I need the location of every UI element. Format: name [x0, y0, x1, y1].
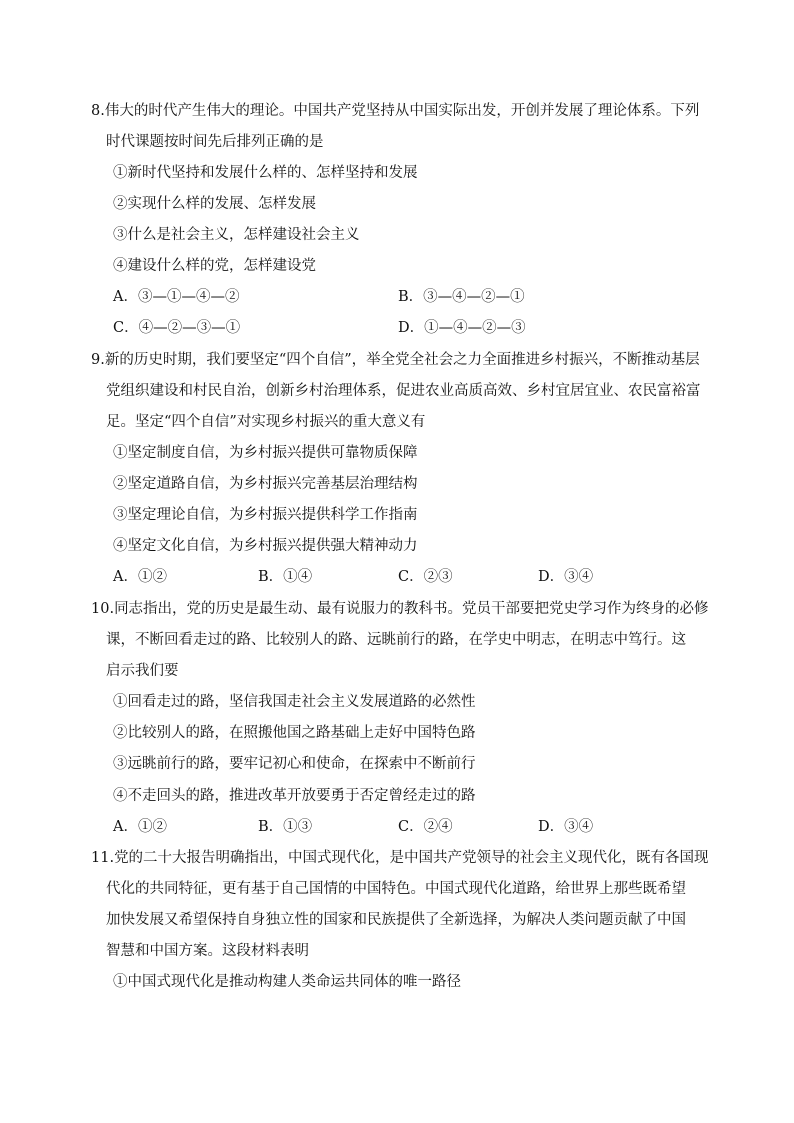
question-9-choice-b: B．①④: [258, 569, 313, 585]
question-8-choice-b: B．③—④—②—①: [398, 289, 525, 305]
question-8-choice-d: D．①—④—②—③: [398, 320, 526, 336]
question-9-statement-1: ①坚定制度自信，为乡村振兴提供可靠物质保障: [113, 445, 418, 461]
question-9-choice-a: A．①②: [113, 569, 167, 585]
question-10-choice-a: A．①②: [113, 819, 167, 835]
question-9-stem-line-2: 党组织建设和村民自治，创新乡村治理体系，促进农业高质高效、乡村宜居宜业、农民富裕富: [106, 383, 701, 399]
question-10-statement-4: ④不走回头的路，推进改革开放要勇于否定曾经走过的路: [113, 788, 476, 804]
question-9-statement-2: ②坚定道路自信，为乡村振兴完善基层治理结构: [113, 476, 418, 492]
question-9-stem-line-1: 9.新的历史时期，我们要坚定“四个自信”，举全党全社会之力全面推进乡村振兴，不断推动基层: [91, 352, 700, 368]
question-10-choice-d: D．③④: [538, 819, 594, 835]
question-11-number: 11.: [91, 850, 115, 866]
question-9-stem-line-3: 足。坚定“四个自信”对实现乡村振兴的重大意义有: [106, 414, 426, 430]
question-8-choice-a: A．③—①—④—②: [113, 289, 240, 305]
question-8-stem-line-1: 8.伟大的时代产生伟大的理论。中国共产党坚持从中国实际出发，开创并发展了理论体系。下列: [91, 103, 700, 119]
question-11-stem-line-3: 加快发展又希望保持自身独立性的国家和民族提供了全新选择，为解决人类问题贡献了中国: [106, 912, 686, 928]
question-11-stem-line-1: 11.党的二十大报告明确指出，中国式现代化，是中国共产党领导的社会主义现代化，既有各国现: [91, 850, 709, 866]
question-9-choice-d: D．③④: [538, 569, 594, 585]
question-9-statement-3: ③坚定理论自信，为乡村振兴提供科学工作指南: [113, 507, 418, 523]
question-11-statement-1: ①中国式现代化是推动构建人类命运共同体的唯一路径: [113, 974, 461, 990]
question-9-statement-4: ④坚定文化自信，为乡村振兴提供强大精神动力: [113, 538, 418, 554]
question-10-choice-c: C．②④: [398, 819, 453, 835]
question-10-statement-1: ①回看走过的路，坚信我国走社会主义发展道路的必然性: [113, 694, 476, 710]
question-9-number: 9.: [91, 352, 105, 368]
question-10-stem-line-2: 课，不断回看走过的路、比较别人的路、远眺前行的路，在学史中明志，在明志中笃行。这: [106, 632, 686, 648]
question-10-stem-line-1: 10.同志指出，党的历史是最生动、最有说服力的教科书。党员干部要把党史学习作为终身的必修: [91, 601, 709, 617]
question-9-choice-c: C．②③: [398, 569, 453, 585]
question-8-stem-line-2: 时代课题按时间先后排列正确的是: [106, 134, 324, 150]
question-8-number: 8.: [91, 103, 105, 119]
question-11-stem-line-2: 代化的共同特征，更有基于自己国情的中国特色。中国式现代化道路，给世界上那些既希望: [106, 881, 686, 897]
question-8-statement-3: ③什么是社会主义，怎样建设社会主义: [113, 227, 360, 243]
question-11-stem-line-4: 智慧和中国方案。这段材料表明: [106, 943, 309, 959]
question-8-statement-1: ①新时代坚持和发展什么样的、怎样坚持和发展: [113, 165, 418, 181]
question-8-statement-4: ④建设什么样的党，怎样建设党: [113, 258, 316, 274]
question-8-choice-c: C．④—②—③—①: [113, 320, 241, 336]
question-8-statement-2: ②实现什么样的发展、怎样发展: [113, 196, 316, 212]
question-10-statement-2: ②比较别人的路，在照搬他国之路基础上走好中国特色路: [113, 725, 476, 741]
question-10-stem-line-3: 启示我们要: [106, 663, 179, 679]
question-10-choice-b: B．①③: [258, 819, 313, 835]
question-10-statement-3: ③远眺前行的路，要牢记初心和使命，在探索中不断前行: [113, 756, 476, 772]
question-10-number: 10.: [91, 601, 115, 617]
